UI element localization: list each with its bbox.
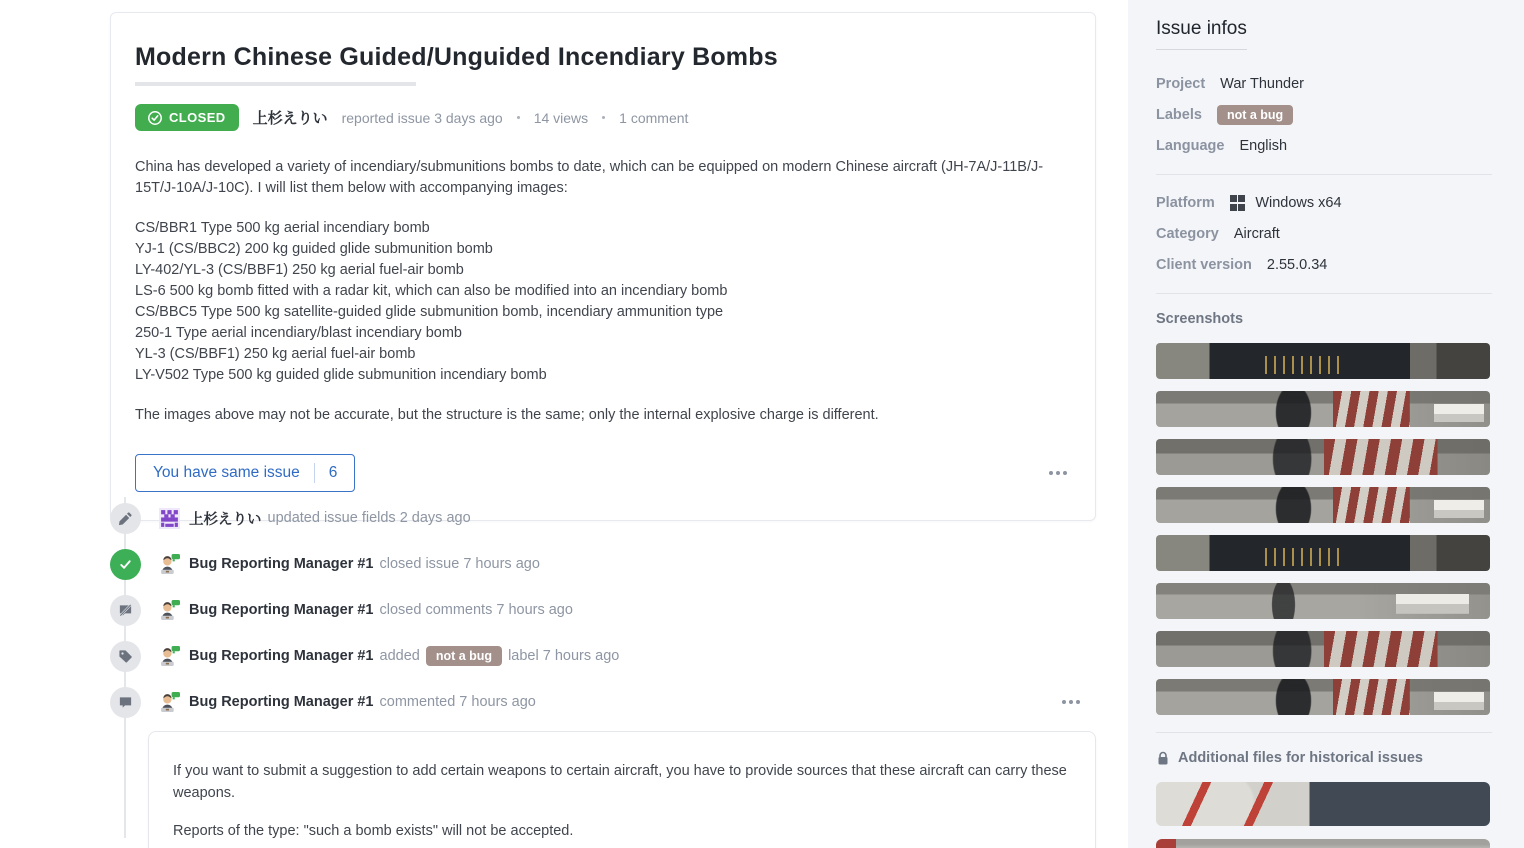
platform-row [1156,192,1492,214]
windows-logo-icon [1230,195,1246,211]
sidebar-heading: Issue infos [1156,18,1247,50]
meta-separator-dot [517,116,520,119]
timeline-actor[interactable]: Bug Reporting Manager #1 [189,648,374,664]
timeline-event-text [189,694,536,710]
timeline-event [110,679,1096,725]
sidebar-divider [1156,174,1492,175]
issue-meta-row [135,104,1071,131]
screenshot-thumbnail[interactable] [1156,535,1490,571]
additional-files-heading [1156,750,1492,766]
label-badge: not a bug [426,646,502,666]
additional-files-label: Additional files for historical issues [1178,750,1423,766]
additional-files-list [1156,782,1492,848]
bomb-list-item: LY-402/YL-3 (CS/BBF1) 250 kg aerial fuel-air bomb [135,262,464,278]
project-link[interactable]: War Thunder [1220,76,1304,92]
issue-card [110,12,1096,521]
bomb-list-item: CS/BBR1 Type 500 kg aerial incendiary bomb [135,220,430,236]
bomb-list-item: YJ-1 (CS/BBC2) 200 kg guided glide submunition bomb [135,241,493,257]
bomb-list-item: CS/BBC5 Type 500 kg satellite-guided glide submunition bomb, incendiary ammunition type [135,304,724,320]
meta-separator-dot [602,116,605,119]
labels-label: Labels [1156,107,1202,123]
labels-row [1156,104,1492,126]
additional-file-thumbnail[interactable] [1156,782,1490,826]
comment-icon [110,687,141,718]
pixel-avatar [159,508,180,529]
check-circle-icon [148,111,162,125]
timeline-event-text [189,602,573,618]
button-separator [314,463,315,483]
category-row [1156,223,1492,245]
bomb-list-item: LY-V502 Type 500 kg guided glide submunition incendiary bomb [135,367,547,383]
tag-icon [110,641,141,672]
screenshot-thumbnail[interactable] [1156,679,1490,715]
same-issue-count: 6 [328,464,338,481]
timeline-actor[interactable]: 上杉えりい [189,511,262,528]
timeline-action: updated issue fields 2 days ago [267,510,471,526]
sidebar-divider [1156,293,1492,294]
status-badge [135,104,239,131]
comment-more-options-icon[interactable] [1058,696,1084,708]
issue-info-sidebar [1128,0,1524,848]
timeline-event [110,587,1096,633]
screenshot-thumbnail[interactable] [1156,391,1490,427]
issue-reported: reported issue 3 days ago [341,109,503,126]
screenshot-thumbnail[interactable] [1156,487,1490,523]
label-badge: not a bug [1217,105,1293,125]
comment-paragraph: Reports of the type: "such a bomb exists" will not be accepted. [173,823,574,839]
project-label: Project [1156,76,1206,92]
pencil-icon [110,503,141,534]
bomb-list-item: LS-6 500 kg bomb fitted with a radar kit, which can also be modified into an incendiary bomb [135,283,728,299]
status-label: CLOSED [169,110,226,125]
sidebar-divider [1156,732,1492,733]
platform-label: Platform [1156,195,1215,211]
client-version-row [1156,254,1492,276]
timeline-action: closed issue 7 hours ago [379,556,540,572]
issue-card-footer [135,454,1071,492]
screenshots-heading: Screenshots [1156,311,1244,327]
issue-timeline [110,495,1096,848]
issue-views: 14 views [533,109,589,126]
category-value: Aircraft [1233,226,1280,242]
timeline-action: commented 7 hours ago [379,694,536,710]
screenshot-thumbnail[interactable] [1156,439,1490,475]
manager-avatar [159,600,180,621]
language-value: English [1239,138,1288,154]
bomb-list-item: YL-3 (CS/BBF1) 250 kg aerial fuel-air bomb [135,346,416,362]
timeline-actor[interactable]: Bug Reporting Manager #1 [189,556,374,572]
issue-comment-count: 1 comment [619,109,689,126]
issue-title: Modern Chinese Guided/Unguided Incendiary Bombs [135,43,778,71]
lock-icon [1156,751,1170,766]
comments-off-icon [110,595,141,626]
screenshot-thumbnail[interactable] [1156,631,1490,667]
issue-author[interactable]: 上杉えりい [252,110,328,127]
manager-avatar [159,692,180,713]
check-icon [110,549,141,580]
timeline-action-post: label 7 hours ago [508,648,620,664]
language-label: Language [1156,138,1225,154]
timeline-event [110,633,1096,679]
manager-avatar [159,646,180,667]
client-version-label: Client version [1156,257,1252,273]
language-row [1156,135,1492,157]
issue-body-note: The images above may not be accurate, but the structure is the same; only the internal explosive charge is different. [135,407,879,423]
timeline-actor[interactable]: Bug Reporting Manager #1 [189,694,374,710]
screenshot-thumbnail[interactable] [1156,343,1490,379]
timeline-event [110,495,1096,541]
additional-file-thumbnail[interactable] [1156,839,1490,848]
client-version-value: 2.55.0.34 [1266,257,1328,273]
project-row [1156,73,1492,95]
same-issue-button[interactable] [135,454,355,492]
timeline-actor[interactable]: Bug Reporting Manager #1 [189,602,374,618]
title-underline [135,82,416,86]
bomb-list-item: 250-1 Type aerial incendiary/blast incendiary bomb [135,325,462,341]
more-options-icon[interactable] [1045,467,1071,479]
category-label: Category [1156,226,1219,242]
platform-value: Windows x64 [1255,195,1342,211]
screenshot-thumbnail[interactable] [1156,583,1490,619]
timeline-event [110,541,1096,587]
bomb-list [135,218,1071,386]
comment-paragraph: If you want to submit a suggestion to add certain weapons to certain aircraft, you have to provide sources that these aircraft can carry these weapons. [173,763,1067,801]
manager-avatar [159,554,180,575]
issue-body-paragraph: China has developed a variety of incendiary/submunitions bombs to date, which can be equipped on modern Chinese aircraft (JH-7A/J-11B/J-15T/J-10A/J-10C). I will list them below with accompanying images: [135,159,1044,196]
timeline-event-text [189,646,619,666]
timeline-event-text [189,556,540,572]
timeline-event-text [189,508,471,529]
screenshots-list [1156,343,1492,715]
timeline-action-pre: added [379,648,420,664]
same-issue-label: You have same issue [153,464,300,481]
timeline-action: closed comments 7 hours ago [379,602,573,618]
comment-card [148,731,1096,848]
